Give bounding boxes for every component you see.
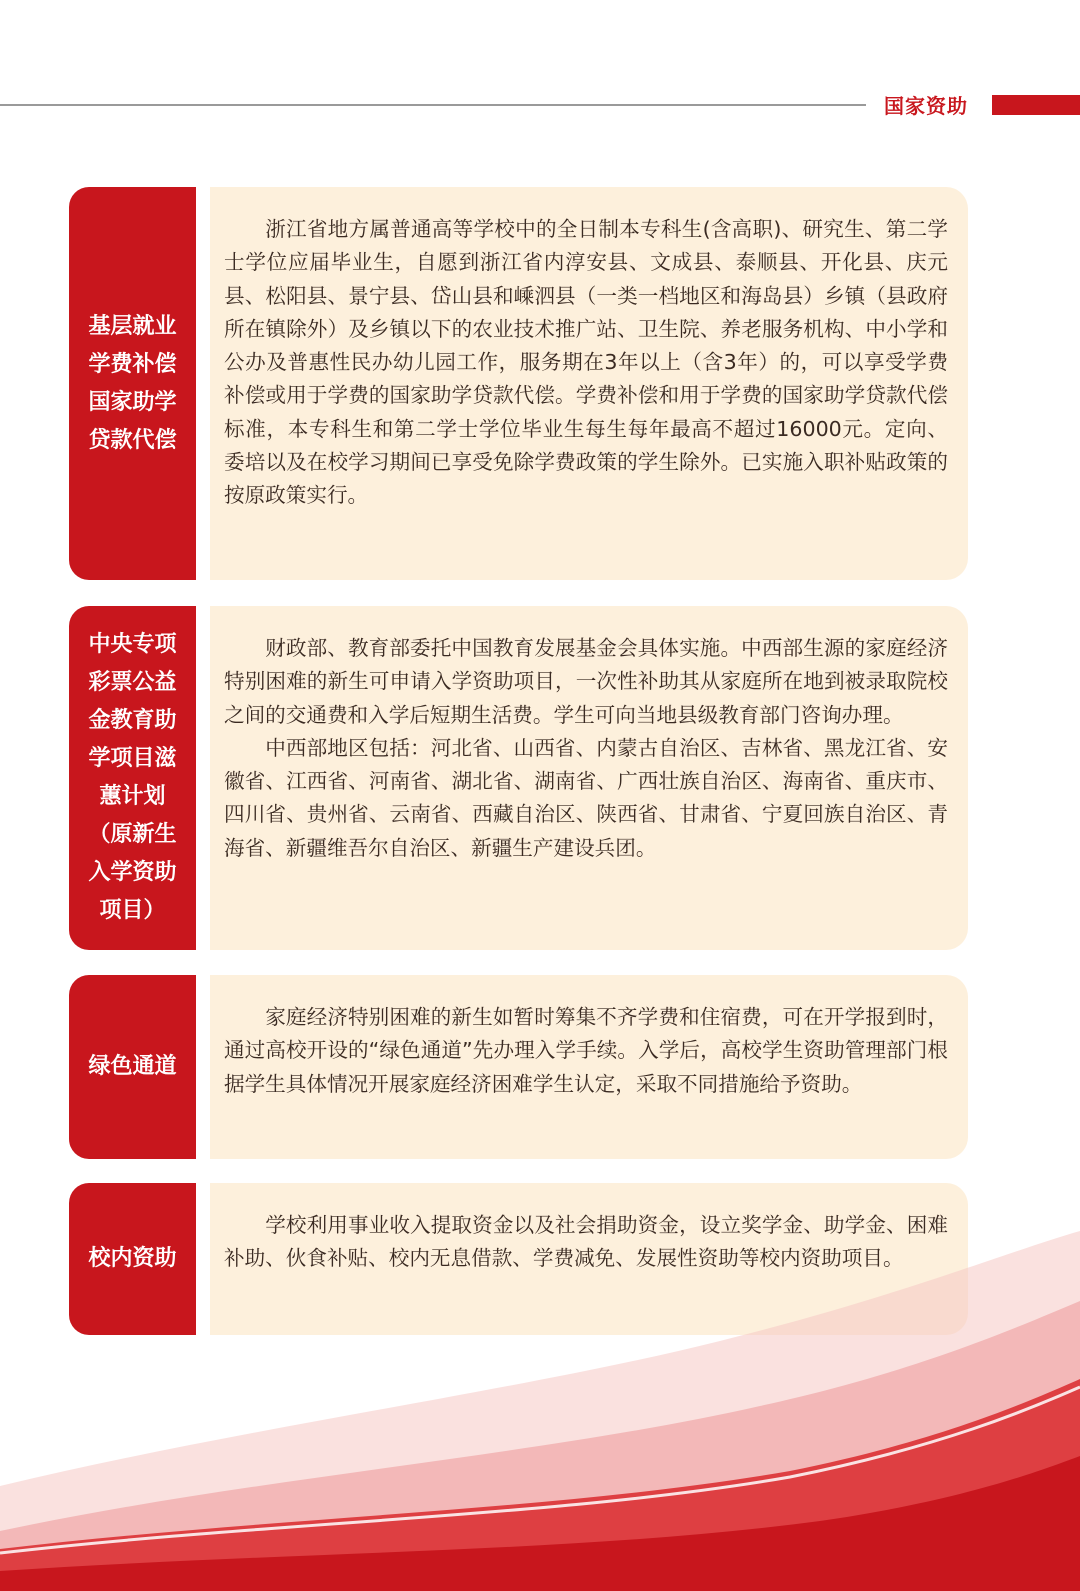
section-central-lottery-fund xyxy=(69,606,968,950)
section-body xyxy=(210,975,968,1159)
decorative-wave xyxy=(0,1231,1080,1591)
section-grassroots-employment xyxy=(69,187,968,580)
section-label-box xyxy=(69,975,196,1159)
header-accent-bar xyxy=(992,95,1080,115)
section-label: 绿色通道 xyxy=(88,1054,177,1079)
section-body xyxy=(210,606,968,950)
header-rule xyxy=(0,104,866,106)
section-paragraph: 家庭经济特别困难的新生如暂时筹集不齐学费和住宿费，可在开学报到时，通过高校开设的“绿色通道”先办理入学手续。入学后，高校学生资助管理部门根据学生具体情况开展家庭经济困难学生认定，采取不同措施给予资助。 xyxy=(224,1005,948,1096)
page-category-title: 国家资助 xyxy=(884,94,968,118)
section-paragraph: 财政部、教育部委托中国教育发展基金会具体实施。中西部生源的家庭经济特别困难的新生可申请入学资助项目，一次性补助其从家庭所在地到被录取院校之间的交通费和入学后短期生活费。学生可向当地县级教育部门咨询办理。 xyxy=(224,636,948,727)
section-label-box xyxy=(69,187,196,580)
section-body xyxy=(210,187,968,580)
section-paragraph: 浙江省地方属普通高等学校中的全日制本专科生(含高职)、研究生、第二学士学位应届毕业生，自愿到浙江省内淳安县、文成县、泰顺县、开化县、庆元县、松阳县、景宁县、岱山县和嵊泗县（一类一档地区和海岛县）乡镇（县政府所在镇除外）及乡镇以下的农业技术推广站、卫生院、养老服务机构、中小学和公办及普惠性民办幼儿园工作，服务期在3年以上（含3年）的，可以享受学费补偿或用于学费的国家助学贷款代偿。学费补偿和用于学费的国家助学贷款代偿标准，本专科生和第二学士学位毕业生每生每年最高不超过16000元。定向、委培以及在校学习期间已享受免除学费政策的学生除外。已实施入职补贴政策的按原政策实行。 xyxy=(224,217,948,508)
section-label-box xyxy=(69,606,196,950)
section-label: 中央专项彩票公益金教育助学项目滋蕙计划（原新生入学资助项目） xyxy=(88,632,177,923)
section-paragraph: 学校利用事业收入提取资金以及社会捐助资金，设立奖学金、助学金、困难补助、伙食补贴、校内无息借款、学费减免、发展性资助等校内资助项目。 xyxy=(224,1213,948,1271)
section-paragraph: 中西部地区包括：河北省、山西省、内蒙古自治区、吉林省、黑龙江省、安徽省、江西省、河南省、湖北省、湖南省、广西壮族自治区、海南省、重庆市、四川省、贵州省、云南省、西藏自治区、陕西省、甘肃省、宁夏回族自治区、青海省、新疆维吾尔自治区、新疆生产建设兵团。 xyxy=(224,735,948,860)
section-label: 校内资助 xyxy=(88,1246,177,1271)
section-green-channel xyxy=(69,975,968,1159)
section-label: 基层就业学费补偿国家助学贷款代偿 xyxy=(88,313,177,453)
